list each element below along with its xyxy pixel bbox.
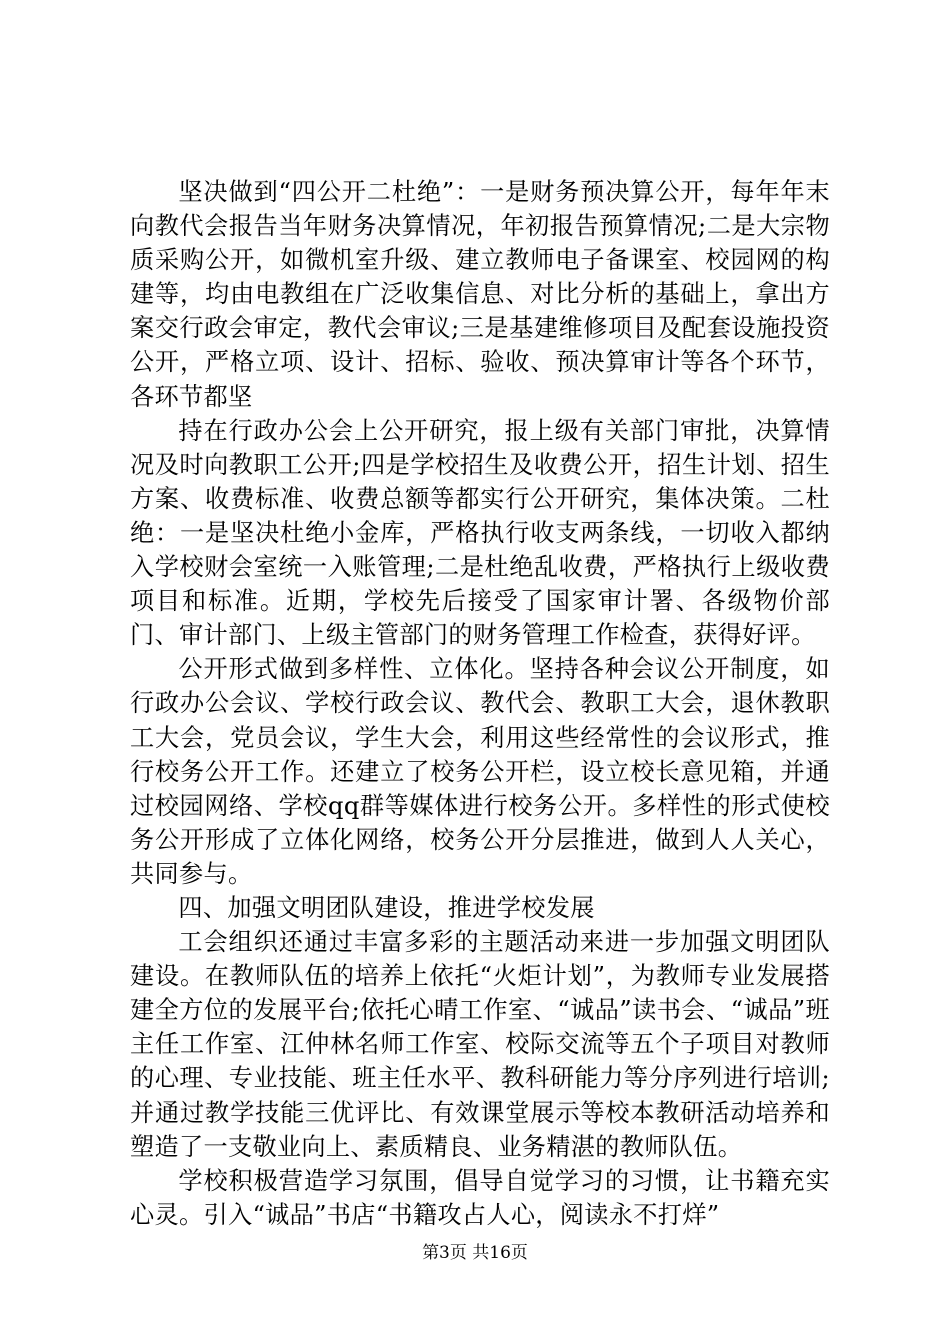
paragraph-5: 学校积极营造学习氛围，倡导自觉学习的习惯，让书籍充实心灵。引入“诚品”书店“书籍攻占人心，阅读永不打烊” xyxy=(130,1166,830,1229)
paragraph-1: 坚决做到“四公开二杜绝”：一是财务预决算公开，每年年末向教代会报告当年财务决算情况，年初报告预算情况;二是大宗物质采购公开，如微机室升级、建立教师电子备课室、校园网的构建等，均由电教组在广泛收集信息、对比分析的基础上，拿出方案交行政会审定，教代会审议;三是基建维修项目及配套设施投资公开，严格立项、设计、招标、验收、预决算审计等各个环节，各环节都坚 xyxy=(130,178,830,411)
paragraph-3: 公开形式做到多样性、立体化。坚持各种会议公开制度，如行政办公会议、学校行政会议、教代会、教职工大会，退休教职工大会，党员会议，学生大会，利用这些经常性的会议形式，推行校务公开工作。还建立了校务公开栏，设立校长意见箱，并通过校园网络、学校qq群等媒体进行校务公开。多样性的形式使校务公开形成了立体化网络，校务公开分层推进，做到人人关心，共同参与。 xyxy=(130,655,830,888)
document-body xyxy=(130,175,830,1232)
paragraph-2: 持在行政办公会上公开研究，报上级有关部门审批，决算情况及时向教职工公开;四是学校招生及收费公开，招生计划、招生方案、收费标准、收费总额等都实行公开研究，集体决策。二杜绝：一是坚决杜绝小金库，严格执行收支两条线，一切收入都纳入学校财会室统一入账管理;二是杜绝乱收费，严格执行上级收费项目和标准。近期，学校先后接受了国家审计署、各级物价部门、审计部门、上级主管部门的财务管理工作检查，获得好评。 xyxy=(130,416,830,650)
section-heading: 四、加强文明团队建设，推进学校发展 xyxy=(178,893,595,922)
page-number-footer: 第3页 共16页 xyxy=(422,1243,528,1263)
paragraph-4: 工会组织还通过丰富多彩的主题活动来进一步加强文明团队建设。在教师队伍的培养上依托“火炬计划”，为教师专业发展搭建全方位的发展平台;依托心晴工作室、“诚品”读书会、“诚品”班主任工作室、江仲林名师工作室、校际交流等五个子项目对教师的心理、专业技能、班主任水平、教科研能力等分序列进行培训;并通过教学技能三优评比、有效课堂展示等校本教研活动培养和塑造了一支敬业向上、素质精良、业务精湛的教师队伍。 xyxy=(130,928,830,1161)
